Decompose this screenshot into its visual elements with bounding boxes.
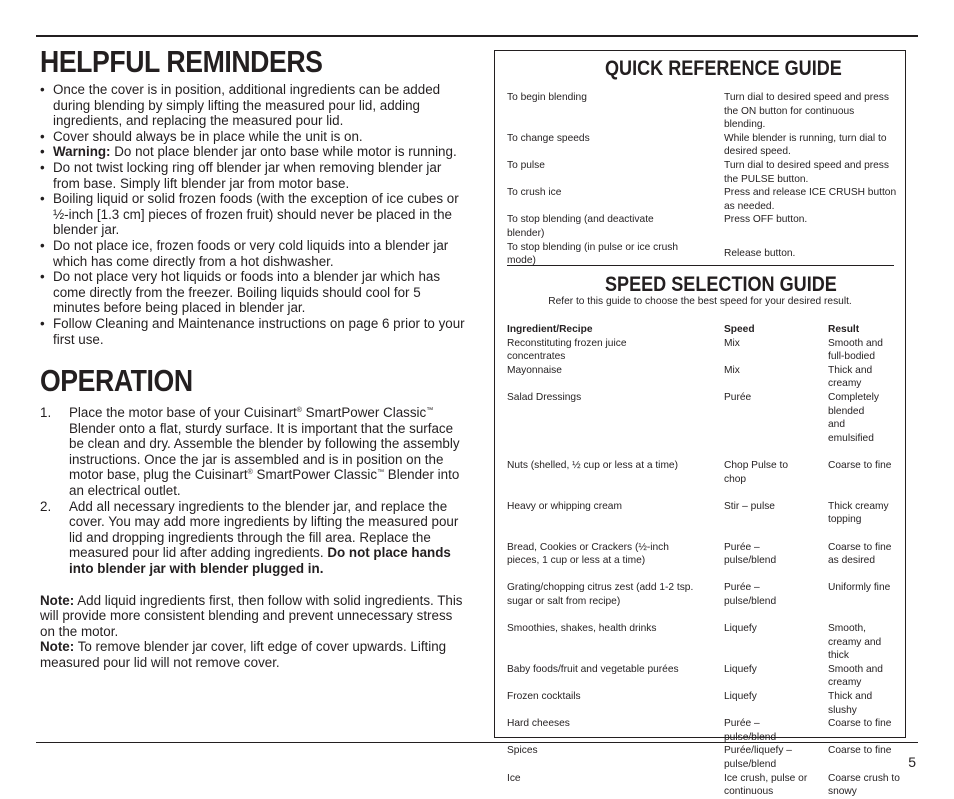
page-number: 5	[908, 754, 916, 770]
note-1	[40, 593, 470, 640]
reminders-title: HELPFUL REMINDERS	[40, 44, 323, 79]
sg-ingredient: Reconstituting frozen juice concentrates	[507, 337, 627, 363]
sg-speed: Purée/liquefy – pulse/blend	[724, 745, 792, 770]
qr-row	[507, 132, 897, 159]
qr-instruction: Press OFF button.	[724, 214, 808, 226]
sg-ingredient: Smoothies, shakes, health drinks	[507, 623, 657, 635]
reminder-item	[40, 191, 470, 238]
trademark-mark: ™	[377, 469, 385, 477]
notes	[40, 593, 470, 671]
qr-row	[507, 213, 897, 240]
step-number: 2.	[40, 498, 52, 514]
sg-speed: Purée – pulse/blend	[724, 718, 777, 743]
speed-guide-title: SPEED SELECTION GUIDE	[605, 273, 837, 296]
qr-action: To begin blending	[507, 92, 587, 103]
qr-instruction: While blender is running, turn dial to desired speed.	[724, 132, 887, 158]
reminders-list	[40, 82, 470, 347]
operation-step-1	[40, 405, 470, 499]
reminder-text: Do not place ice, frozen foods or very cold liquids into a blender jar which has come directly from a hot dishwasher.	[53, 237, 449, 269]
reminder-item	[40, 160, 470, 191]
step-number: 1.	[40, 405, 52, 421]
sg-result: Thick creamy topping	[828, 500, 889, 526]
sg-row	[507, 541, 902, 568]
sg-spacer	[507, 568, 902, 582]
sg-row	[507, 459, 902, 486]
step-text: Blender into an electrical outlet.	[69, 467, 460, 499]
step-text: Place the motor base of your Cuisinart	[69, 405, 297, 421]
reminder-text: Do not twist locking ring off blender jar when removing blender jar from base. Simply lift blender jar from motor base.	[53, 159, 442, 191]
qr-row	[507, 91, 897, 132]
sg-row	[507, 391, 902, 445]
sg-result: Coarse crush to snowy	[828, 772, 900, 798]
qr-action: To stop blending (in pulse or ice crush mode)	[507, 241, 679, 267]
sg-speed: Ice crush, pulse or continuous	[724, 772, 808, 798]
sg-spacer	[507, 486, 902, 500]
sg-ingredient: Nuts (shelled, ½ cup or less at a time)	[507, 459, 678, 471]
note-text: Add liquid ingredients first, then follow with solid ingredients. This will provide more consistent blending and prevent unnecessary stress on the motor.	[40, 592, 463, 639]
registered-mark: ®	[296, 407, 302, 415]
qr-action: To pulse	[507, 159, 545, 171]
sg-ingredient: Heavy or whipping cream	[507, 500, 622, 512]
sg-result: Thick and slushy	[828, 691, 873, 716]
sg-header-row	[507, 323, 902, 337]
sg-speed: Stir – pulse	[724, 500, 775, 512]
bottom-rule	[36, 742, 918, 743]
qr-action: To stop blending (and deactivate blender)	[507, 214, 654, 239]
quick-reference-title: QUICK REFERENCE GUIDE	[605, 57, 842, 80]
sg-spacer	[507, 608, 902, 622]
top-rule	[36, 35, 918, 37]
reminder-item	[40, 269, 470, 316]
sg-speed: Liquefy	[724, 691, 757, 703]
header-speed: Speed	[724, 324, 755, 335]
sg-result: Coarse to fine	[828, 718, 892, 730]
sg-row	[507, 622, 902, 663]
reminder-item	[40, 82, 470, 129]
warning-label: Warning:	[53, 144, 111, 160]
sg-ingredient: Mayonnaise	[507, 364, 562, 376]
reminder-item	[40, 129, 470, 145]
operation-title: OPERATION	[40, 363, 193, 399]
sg-speed: Chop Pulse to chop	[724, 459, 788, 485]
sg-speed: Purée – pulse/blend	[724, 541, 777, 567]
sg-speed: Mix	[724, 337, 740, 349]
qr-instruction: Release button.	[724, 248, 796, 260]
sg-speed: Mix	[724, 364, 740, 376]
reference-box	[494, 50, 906, 798]
reminder-text: Cover should always be in place while the unit is on.	[53, 128, 363, 144]
qr-instruction: Turn dial to desired speed and press the PULSE button.	[724, 159, 889, 185]
sg-row	[507, 364, 902, 391]
qr-instruction: Press and release ICE CRUSH button as needed.	[724, 187, 897, 212]
qr-action: To crush ice	[507, 187, 562, 199]
sg-spacer	[507, 445, 902, 459]
sg-result: Smooth and full-bodied	[828, 337, 883, 363]
step-text: SmartPower Classic	[301, 405, 427, 421]
note-text: To remove blender jar cover, lift edge of cover upwards. Lifting measured pour lid will not remove cover.	[40, 639, 447, 670]
reminder-text: Do not place blender jar onto base while motor is running.	[114, 144, 457, 160]
sg-result: Coarse to fine	[828, 745, 892, 757]
reminder-item	[40, 144, 470, 160]
section-divider	[507, 265, 894, 266]
qr-instruction: Turn dial to desired speed and press the ON button for continuous blending.	[724, 92, 889, 131]
qr-row	[507, 241, 897, 268]
sg-row	[507, 581, 902, 608]
sg-result: Thick and creamy	[828, 364, 873, 390]
header-ingredient: Ingredient/Recipe	[507, 324, 593, 335]
sg-ingredient: Bread, Cookies or Crackers (½-inch pieces, 1 cup or less at a time)	[507, 541, 669, 567]
note-2	[40, 639, 470, 670]
reminder-item	[40, 316, 470, 347]
sg-speed: Liquefy	[724, 663, 757, 675]
step-text: Add all necessary ingredients to the blender jar, and replace the cover. You may add more ingredients by lifting the measured pour lid and dropping ingredients through the fill area. Replace the measured pour lid after adding ingredients.	[69, 498, 459, 561]
trademark-mark: ™	[426, 407, 434, 415]
sg-result: Completely blended and emulsified	[828, 391, 879, 444]
qr-row	[507, 186, 897, 213]
sg-result: Uniformly fine	[828, 582, 891, 594]
speed-guide-table	[507, 323, 902, 799]
sg-ingredient: Grating/chopping citrus zest (add 1-2 tsp. sugar or salt from recipe)	[507, 582, 694, 607]
header-result: Result	[828, 324, 860, 335]
operation-steps	[40, 405, 470, 577]
sg-result: Smooth, creamy and thick	[828, 623, 882, 662]
sg-ingredient: Salad Dressings	[507, 391, 582, 403]
step-text: SmartPower Classic	[252, 467, 378, 483]
sg-ingredient: Ice	[507, 772, 521, 784]
sg-row	[507, 690, 902, 717]
speed-guide-subtitle: Refer to this guide to choose the best speed for your desired result.	[548, 296, 852, 307]
sg-result: Coarse to fine as desired	[828, 541, 892, 567]
qr-action: To change speeds	[507, 132, 590, 144]
sg-speed: Liquefy	[724, 623, 757, 635]
reminder-text: Boiling liquid or solid frozen foods (with the exception of ice cubes or ½-inch [1.3 cm] pieces of frozen fruit) should never be placed in the blender jar.	[53, 191, 459, 238]
sg-row	[507, 717, 902, 744]
note-label: Note:	[40, 639, 75, 655]
step-text: Blender onto a flat, sturdy surface. It is important that the surface be clean and dry. Assemble the blender by following the assembly instructions. Once the jar is assembled and is in position on the motor base, plug the Cuisinart	[69, 420, 460, 483]
operation-step-2	[40, 499, 470, 577]
sg-spacer	[507, 527, 902, 541]
reminder-text: Once the cover is in position, additional ingredients can be added during blending by simply lifting the measured pour lid, adding ingredients, and replacing the measured pour lid.	[53, 82, 441, 129]
sg-row	[507, 744, 902, 771]
sg-row	[507, 663, 902, 690]
sg-ingredient: Spices	[507, 745, 538, 757]
quick-reference-table	[507, 91, 897, 268]
sg-ingredient: Hard cheeses	[507, 718, 570, 730]
sg-result: Smooth and creamy	[828, 663, 883, 689]
sg-row	[507, 500, 902, 527]
sg-row	[507, 772, 902, 799]
registered-mark: ®	[247, 469, 253, 477]
left-column	[40, 44, 470, 671]
qr-row	[507, 159, 897, 186]
reminder-text: Follow Cleaning and Maintenance instructions on page 6 prior to your first use.	[53, 315, 465, 347]
reminder-text: Do not place very hot liquids or foods into a blender jar which has come directly from the freezer. Boiling liquids should cool for 5 minutes before being placed in blender jar.	[53, 269, 441, 316]
note-label: Note:	[40, 592, 75, 608]
sg-result: Coarse to fine	[828, 459, 892, 471]
sg-speed: Purée	[724, 391, 752, 403]
sg-ingredient: Frozen cocktails	[507, 691, 581, 703]
reminder-item	[40, 238, 470, 269]
sg-row	[507, 337, 902, 364]
sg-ingredient: Baby foods/fruit and vegetable purées	[507, 663, 679, 675]
sg-speed: Purée – pulse/blend	[724, 582, 777, 607]
step-warning: Do not place hands into blender jar with blender plugged in.	[69, 545, 451, 577]
